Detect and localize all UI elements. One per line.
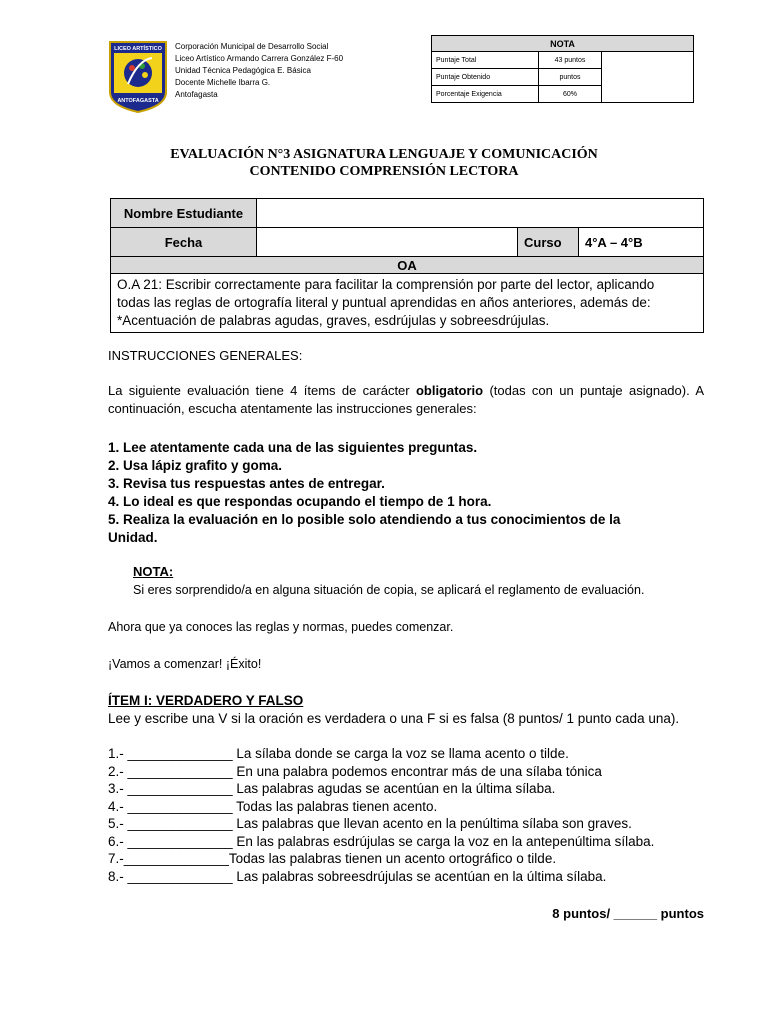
date-label: Fecha [111, 228, 257, 257]
question-item[interactable]: 2.- ______________ En una palabra podemos encontrar más de una sílaba tónica [108, 763, 602, 779]
oa-line: *Acentuación de palabras agudas, graves, esdrújulas y sobreesdrújulas. [117, 313, 550, 328]
instruction-steps [108, 439, 708, 547]
grade-value: 43 puntos [539, 52, 602, 69]
grade-value: 60% [539, 86, 602, 103]
rules-text: Ahora que ya conoces las reglas y normas, puedes comenzar. [108, 620, 454, 634]
student-info-table [110, 198, 704, 333]
step-item: 1. Lee atentamente cada una de las siguientes preguntas. [108, 440, 478, 455]
item1-heading: ÍTEM I: VERDADERO Y FALSO [108, 693, 304, 708]
school-logo [108, 40, 168, 114]
institution-line: Corporación Municipal de Desarrollo Social [175, 42, 329, 51]
intro-text: (todas con un puntaje asignado). A continuación, escucha atentamente las instrucciones generales: [108, 383, 704, 416]
grade-label: Puntaje Obtenido [432, 69, 539, 86]
course-label: Curso [518, 228, 579, 257]
logo-text-bottom: ANTOFAGASTA [117, 98, 159, 104]
title-line-2: CONTENIDO COMPRENSIÓN LECTORA [249, 164, 519, 179]
step-item: Unidad. [108, 530, 158, 545]
question-item[interactable]: 8.- ______________ Las palabras sobreesdrújulas se acentúan en la última sílaba. [108, 868, 607, 884]
question-item[interactable]: 3.- ______________ Las palabras agudas se acentúan en la última sílaba. [108, 781, 556, 796]
grade-result-cell[interactable] [602, 52, 694, 103]
instructions-intro [108, 382, 704, 418]
oa-label: OA [111, 257, 704, 274]
question-item[interactable]: 5.- ______________ Las palabras que llevan acento en la penúltima sílaba son graves. [108, 816, 632, 831]
oa-line: O.A 21: Escribir correctamente para facilitar la comprensión por parte del lector, aplicando [117, 277, 655, 292]
intro-bold: obligatorio [415, 383, 484, 398]
note-label: NOTA: [133, 564, 174, 579]
question-item[interactable]: 1.- ______________ La sílaba donde se carga la voz se llama acento o tilde. [108, 746, 569, 761]
cheer-text: ¡Vamos a comenzar! ¡Éxito! [108, 657, 262, 671]
name-label: Nombre Estudiante [111, 199, 257, 228]
grade-label: Puntaje Total [432, 52, 539, 69]
institution-info [175, 41, 343, 101]
grade-label: Porcentaje Exigencia [432, 86, 539, 103]
step-item: 5. Realiza la evaluación en lo posible solo atendiendo a tus conocimientos de la [108, 512, 621, 527]
grade-box-title: NOTA [432, 36, 694, 52]
name-field[interactable] [257, 199, 704, 228]
institution-line: Liceo Artístico Armando Carrera González F-60 [175, 54, 344, 63]
step-item: 2. Usa lápiz grafito y goma. [108, 458, 283, 473]
page-title [0, 146, 768, 180]
oa-text [111, 274, 704, 333]
item1-questions [108, 745, 708, 885]
note-text: Si eres sorprendido/a en alguna situación de copia, se aplicará el reglamento de evaluación. [133, 583, 645, 597]
question-item[interactable]: 4.- ______________ Todas las palabras tienen acento. [108, 798, 438, 814]
institution-line: Antofagasta [175, 90, 218, 99]
step-item: 3. Revisa tus respuestas antes de entregar. [108, 476, 385, 491]
logo-text-top: LICEO ARTÍSTICO [114, 46, 162, 52]
course-value: 4°A – 4°B [579, 228, 704, 257]
institution-line: Unidad Técnica Pedagógica E. Básica [175, 66, 311, 75]
grade-value: puntos [539, 69, 602, 86]
instructions-heading: INSTRUCCIONES GENERALES: [108, 348, 303, 363]
step-item: 4. Lo ideal es que respondas ocupando el tiempo de 1 hora. [108, 494, 492, 509]
grade-box [431, 35, 694, 103]
item1-score: 8 puntos/ ______ puntos [552, 906, 704, 921]
question-item[interactable]: 7.-______________Todas las palabras tienen un acento ortográfico o tilde. [108, 851, 557, 866]
date-field[interactable] [257, 228, 518, 257]
title-line-1: EVALUACIÓN N°3 ASIGNATURA LENGUAJE Y COMUNICACIÓN [170, 147, 598, 162]
item1-instruction: Lee y escribe una V si la oración es verdadera o una F si es falsa (8 puntos/ 1 punto cada una). [108, 711, 680, 726]
question-item[interactable]: 6.- ______________ En las palabras esdrújulas se carga la voz en la antepenúltima sílaba. [108, 833, 655, 849]
institution-line: Docente Michelle Ibarra G. [175, 78, 271, 87]
intro-text: La siguiente evaluación tiene 4 ítems de carácter [108, 383, 416, 398]
oa-line: todas las reglas de ortografía literal y puntual aprendidas en años anteriores, además de: [117, 295, 651, 310]
